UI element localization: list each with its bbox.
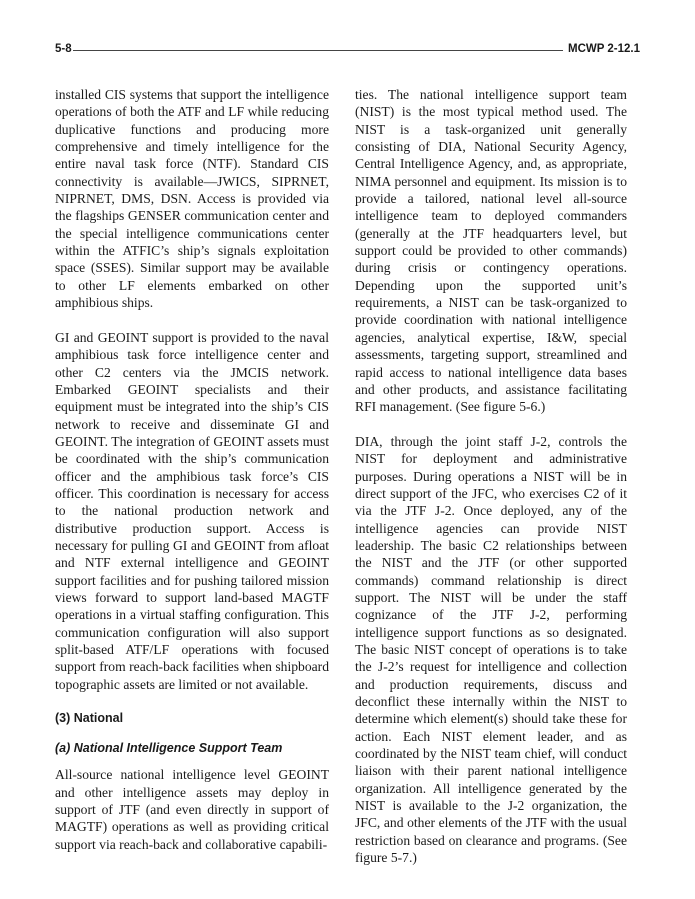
paragraph-dia-control: DIA, through the joint staff J-2, controls the NIST for deployment and administrative purposes. During operations a NIST will be in direct support of the JFC, who exercises C2 of it via the JTF J-2. Once deployed, any of the intelligence agencies can provide NIST leadership. The basic C2 relationships between the NIST and the JTF (or other supported commands) command relationship is direct support. The NIST will be under the staff cognizance of the JTF J-2, performing intelligence support functions as so designated. The basic NIST concept of operations is to take the J-2’s request for intelligence and collection and production requirements, discuss and deconflict these internally within the NIST to determine which element(s) should take these for action. Each NIST element leader, and as coordinated by the NIST team chief, will conduct liaison with their parent national intelligence organization. All intelligence generated by the NIST is available to the J-2 organization, the JFC, and other elements of the JTF with the usual restriction based on clearance and programs. (See figure 5-7.) xyxy=(355,433,627,866)
publication-title: MCWP 2-12.1 xyxy=(563,43,640,55)
paragraph-cis-systems: installed CIS systems that support the intelligence operations of both the ATF and LF while reducing duplicative functions and producing more comprehensive and timely intelligence for the entire naval task force (NTF). Standard CIS connectivity is available—JWICS, SIPRNET, NIPRNET, DMS, DSN. Access is provided via the flagships GENSER communication center and the special intelligence communications center within the ATFIC’s ship’s signals exploitation space (SSES). Similar support may be available to other LF elements embarked on other amphibious ships. xyxy=(55,87,329,311)
subsection-heading-nist: (a) National Intelligence Support Team xyxy=(55,741,283,756)
page-header xyxy=(55,43,640,59)
paragraph-nist-overview: ties. The national intelligence support team (NIST) is the most typical method used. The NIST is a task-organized unit generally consisting of DIA, National Security Agency, Central Intelligence Agency, and, as appropriate, NIMA personnel and equipment. Its mission is to provide a tailored, national level all-source intelligence team to deployed commanders (generally at the JTF headquarters level, but support could be provided to other commands) during crisis or contingency operations. Depending upon the supported unit’s requirements, a NIST can be task-organized to provide coordination with national intelligence agencies, analytical expertise, I&W, special assessments, targeting support, streamlined and rapid access to national intelligence data bases and other products, and assistance facilitating RFI management. (See figure 5-6.) xyxy=(355,87,627,415)
left-column xyxy=(55,86,329,870)
paragraph-all-source: All-source national intelligence level GEOINT and other intelligence assets may deploy in support of JTF (and even directly in support of MAGTF) operations as well as providing critical support via reach-back and collaborative capabili- xyxy=(55,767,329,852)
paragraph-gi-geoint-support: GI and GEOINT support is provided to the naval amphibious task force intelligence center and other C2 centers via the JMCIS network. Embarked GEOINT specialists and their equipment must be integrated into the ship’s CIS network to receive and disseminate GI and GEOINT. The integration of GEOINT assets must be coordinated with the ship’s communication officer and the amphibious task force’s CIS officer. This coordination is necessary for access to the national production network and distributive production support. Access is necessary for pulling GI and GEOINT from afloat and NTF external intelligence and GEOINT support facilities and for pushing tailored mission views forward to support land-based MAGTF operations in a virtual staffing configuration. This communication configuration will also support split-based ATF/LF operations with focused support from reach-back facilities when shipboard topographic assets are limited or not available. xyxy=(55,329,329,692)
section-heading-national: (3) National xyxy=(55,711,124,726)
right-column xyxy=(355,86,627,884)
page-number: 5-8 xyxy=(55,43,72,55)
header-rule xyxy=(55,50,640,51)
